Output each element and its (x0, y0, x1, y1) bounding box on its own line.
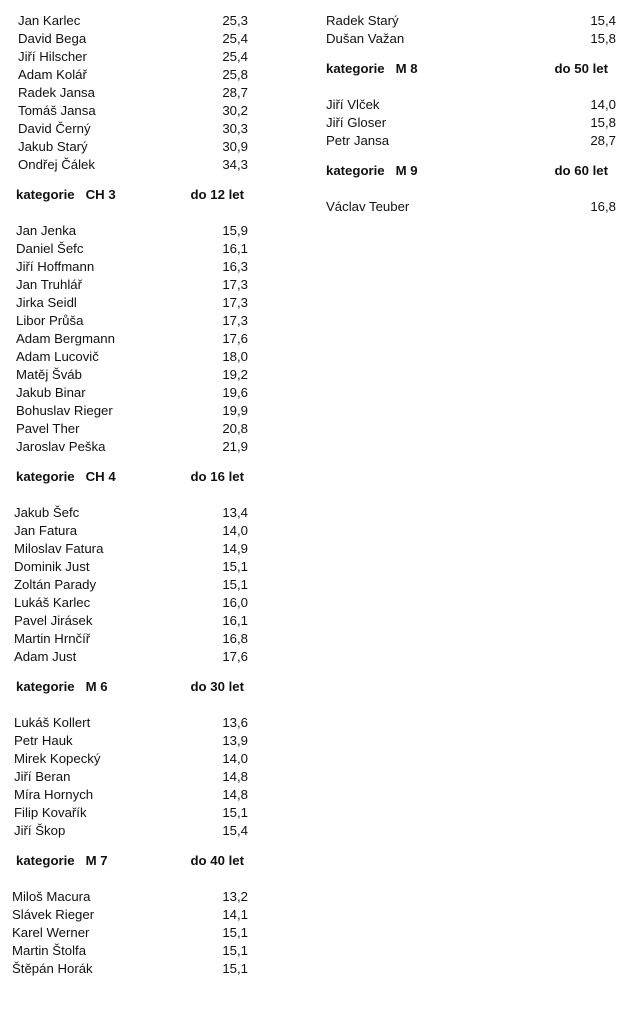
competitor-name: Martin Štolfa (12, 943, 87, 958)
category-header (14, 468, 254, 486)
competitor-name: Míra Hornych (14, 787, 94, 802)
result-row (14, 804, 254, 822)
competitor-name: Adam Lucovič (16, 349, 99, 364)
result-row (14, 960, 254, 978)
result-time: 13,9 (222, 733, 248, 748)
result-time: 13,2 (222, 889, 248, 904)
result-row (14, 750, 254, 768)
result-row (14, 120, 254, 138)
result-row (14, 942, 254, 960)
competitor-name: Jan Karlec (18, 13, 81, 28)
category-header (14, 186, 254, 204)
result-time: 14,0 (222, 523, 248, 538)
result-time: 20,8 (222, 421, 248, 436)
result-row (14, 222, 254, 240)
result-row (14, 504, 254, 522)
result-time: 17,6 (222, 331, 248, 346)
competitor-name: Mirek Kopecký (14, 751, 101, 766)
result-row (14, 102, 254, 120)
result-row (14, 540, 254, 558)
competitor-name: Slávek Rieger (12, 907, 95, 922)
category-section (326, 162, 616, 216)
category-header (326, 60, 616, 78)
competitor-name: Zoltán Parady (14, 577, 97, 592)
competitor-name: Jiří Hoffmann (16, 259, 95, 274)
result-time: 16,1 (222, 241, 248, 256)
result-row (326, 96, 616, 114)
result-time: 16,8 (590, 199, 616, 214)
competitor-name: Václav Teuber (326, 199, 410, 214)
competitor-name: Jakub Binar (16, 385, 86, 400)
competitor-name: Petr Jansa (326, 133, 390, 148)
result-row (14, 330, 254, 348)
result-time: 15,1 (222, 559, 248, 574)
result-row (14, 768, 254, 786)
result-time: 15,4 (222, 823, 248, 838)
category-section (14, 12, 254, 174)
result-time: 15,1 (222, 961, 248, 976)
competitor-name: David Černý (18, 121, 91, 136)
competitor-name: Matěj Šváb (16, 367, 82, 382)
result-time: 15,9 (222, 223, 248, 238)
result-time: 14,0 (222, 751, 248, 766)
result-row (14, 12, 254, 30)
result-time: 25,4 (222, 49, 248, 64)
competitor-name: Adam Bergmann (16, 331, 115, 346)
result-row (14, 240, 254, 258)
category-header (14, 852, 254, 870)
result-row (326, 132, 616, 150)
competitor-name: Radek Starý (326, 13, 399, 28)
result-row (14, 522, 254, 540)
competitor-name: Miloslav Fatura (14, 541, 104, 556)
result-time: 21,9 (222, 439, 248, 454)
result-row (14, 612, 254, 630)
category-age-limit: do 40 let (190, 853, 244, 868)
result-row (14, 594, 254, 612)
result-row (14, 138, 254, 156)
competitor-name: Jiří Beran (14, 769, 71, 784)
result-row (14, 402, 254, 420)
competitor-name: Ondřej Čálek (18, 157, 95, 172)
result-time: 14,9 (222, 541, 248, 556)
competitor-name: Jan Jenka (16, 223, 77, 238)
result-time: 16,0 (222, 595, 248, 610)
result-row (14, 420, 254, 438)
result-time: 14,8 (222, 787, 248, 802)
category-header (326, 162, 616, 180)
competitor-name: Petr Hauk (14, 733, 73, 748)
competitor-name: Pavel Jirásek (14, 613, 93, 628)
category-section (14, 468, 254, 666)
result-time: 15,8 (590, 115, 616, 130)
competitor-name: Jiří Hilscher (18, 49, 87, 64)
result-time: 14,8 (222, 769, 248, 784)
result-row (14, 276, 254, 294)
result-time: 25,8 (222, 67, 248, 82)
result-time: 13,4 (222, 505, 248, 520)
category-section (14, 186, 254, 456)
result-time: 15,4 (590, 13, 616, 28)
result-row (326, 114, 616, 132)
category-label: kategorie M 7 (16, 853, 108, 868)
result-row (326, 30, 616, 48)
competitor-name: Filip Kovařík (14, 805, 87, 820)
result-time: 15,8 (590, 31, 616, 46)
competitor-name: Libor Průša (16, 313, 84, 328)
result-time: 13,6 (222, 715, 248, 730)
result-row (14, 156, 254, 174)
result-time: 16,3 (222, 259, 248, 274)
competitor-name: Jiří Gloser (326, 115, 387, 130)
competitor-name: Lukáš Karlec (14, 595, 91, 610)
result-row (14, 66, 254, 84)
result-row (14, 438, 254, 456)
category-label: kategorie CH 3 (16, 187, 116, 202)
category-section (14, 852, 254, 978)
competitor-name: Miloš Macura (12, 889, 91, 904)
category-label: kategorie M 8 (326, 61, 418, 76)
result-row (14, 294, 254, 312)
result-row (14, 312, 254, 330)
category-age-limit: do 50 let (554, 61, 608, 76)
result-time: 14,0 (590, 97, 616, 112)
result-time: 17,3 (222, 277, 248, 292)
category-label: kategorie M 9 (326, 163, 418, 178)
result-time: 16,8 (222, 631, 248, 646)
result-row (14, 84, 254, 102)
result-time: 30,9 (222, 139, 248, 154)
result-time: 28,7 (590, 133, 616, 148)
result-time: 15,1 (222, 925, 248, 940)
result-row (14, 30, 254, 48)
competitor-name: Jakub Šefc (14, 505, 80, 520)
category-label: kategorie M 6 (16, 679, 108, 694)
result-time: 15,1 (222, 943, 248, 958)
competitor-name: Tomáš Jansa (18, 103, 96, 118)
result-row (14, 888, 254, 906)
result-row (14, 348, 254, 366)
result-time: 19,6 (222, 385, 248, 400)
result-row (14, 576, 254, 594)
competitor-name: Karel Werner (12, 925, 90, 940)
result-time: 25,3 (222, 13, 248, 28)
result-time: 17,6 (222, 649, 248, 664)
competitor-name: Dušan Važan (326, 31, 405, 46)
result-row (14, 786, 254, 804)
category-label: kategorie CH 4 (16, 469, 116, 484)
result-row (14, 732, 254, 750)
result-time: 30,3 (222, 121, 248, 136)
result-time: 28,7 (222, 85, 248, 100)
category-age-limit: do 60 let (554, 163, 608, 178)
category-age-limit: do 30 let (190, 679, 244, 694)
result-row (326, 198, 616, 216)
competitor-name: Štěpán Horák (12, 961, 93, 976)
result-time: 25,4 (222, 31, 248, 46)
result-row (326, 12, 616, 30)
result-time: 15,1 (222, 805, 248, 820)
result-time: 30,2 (222, 103, 248, 118)
competitor-name: Adam Just (14, 649, 77, 664)
competitor-name: Bohuslav Rieger (16, 403, 113, 418)
category-section (14, 678, 254, 840)
result-time: 14,1 (222, 907, 248, 922)
results-column-right (326, 12, 616, 216)
result-row (14, 714, 254, 732)
competitor-name: David Bega (18, 31, 87, 46)
result-time: 15,1 (222, 577, 248, 592)
competitor-name: Jaroslav Peška (16, 439, 106, 454)
result-row (14, 384, 254, 402)
competitor-name: Jiří Vlček (326, 97, 380, 112)
competitor-name: Daniel Šefc (16, 241, 84, 256)
competitor-name: Jan Fatura (14, 523, 78, 538)
competitor-name: Radek Jansa (18, 85, 95, 100)
category-header (14, 678, 254, 696)
competitor-name: Jirka Seidl (16, 295, 77, 310)
result-row (14, 906, 254, 924)
competitor-name: Adam Kolář (18, 67, 87, 82)
category-section (326, 60, 616, 150)
result-row (14, 258, 254, 276)
result-row (14, 366, 254, 384)
result-time: 16,1 (222, 613, 248, 628)
competitor-name: Pavel Ther (16, 421, 80, 436)
result-row (14, 924, 254, 942)
competitor-name: Martin Hrnčíř (14, 631, 91, 646)
result-row (14, 648, 254, 666)
category-section (326, 12, 616, 48)
result-row (14, 48, 254, 66)
competitor-name: Dominik Just (14, 559, 90, 574)
competitor-name: Jan Truhlář (16, 277, 82, 292)
category-age-limit: do 12 let (190, 187, 244, 202)
result-time: 18,0 (222, 349, 248, 364)
result-row (14, 558, 254, 576)
result-time: 19,2 (222, 367, 248, 382)
result-time: 19,9 (222, 403, 248, 418)
result-row (14, 630, 254, 648)
category-age-limit: do 16 let (190, 469, 244, 484)
result-time: 34,3 (222, 157, 248, 172)
competitor-name: Lukáš Kollert (14, 715, 91, 730)
competitor-name: Jiří Škop (14, 823, 66, 838)
result-time: 17,3 (222, 295, 248, 310)
result-row (14, 822, 254, 840)
results-column-left (14, 12, 254, 978)
competitor-name: Jakub Starý (18, 139, 88, 154)
result-time: 17,3 (222, 313, 248, 328)
